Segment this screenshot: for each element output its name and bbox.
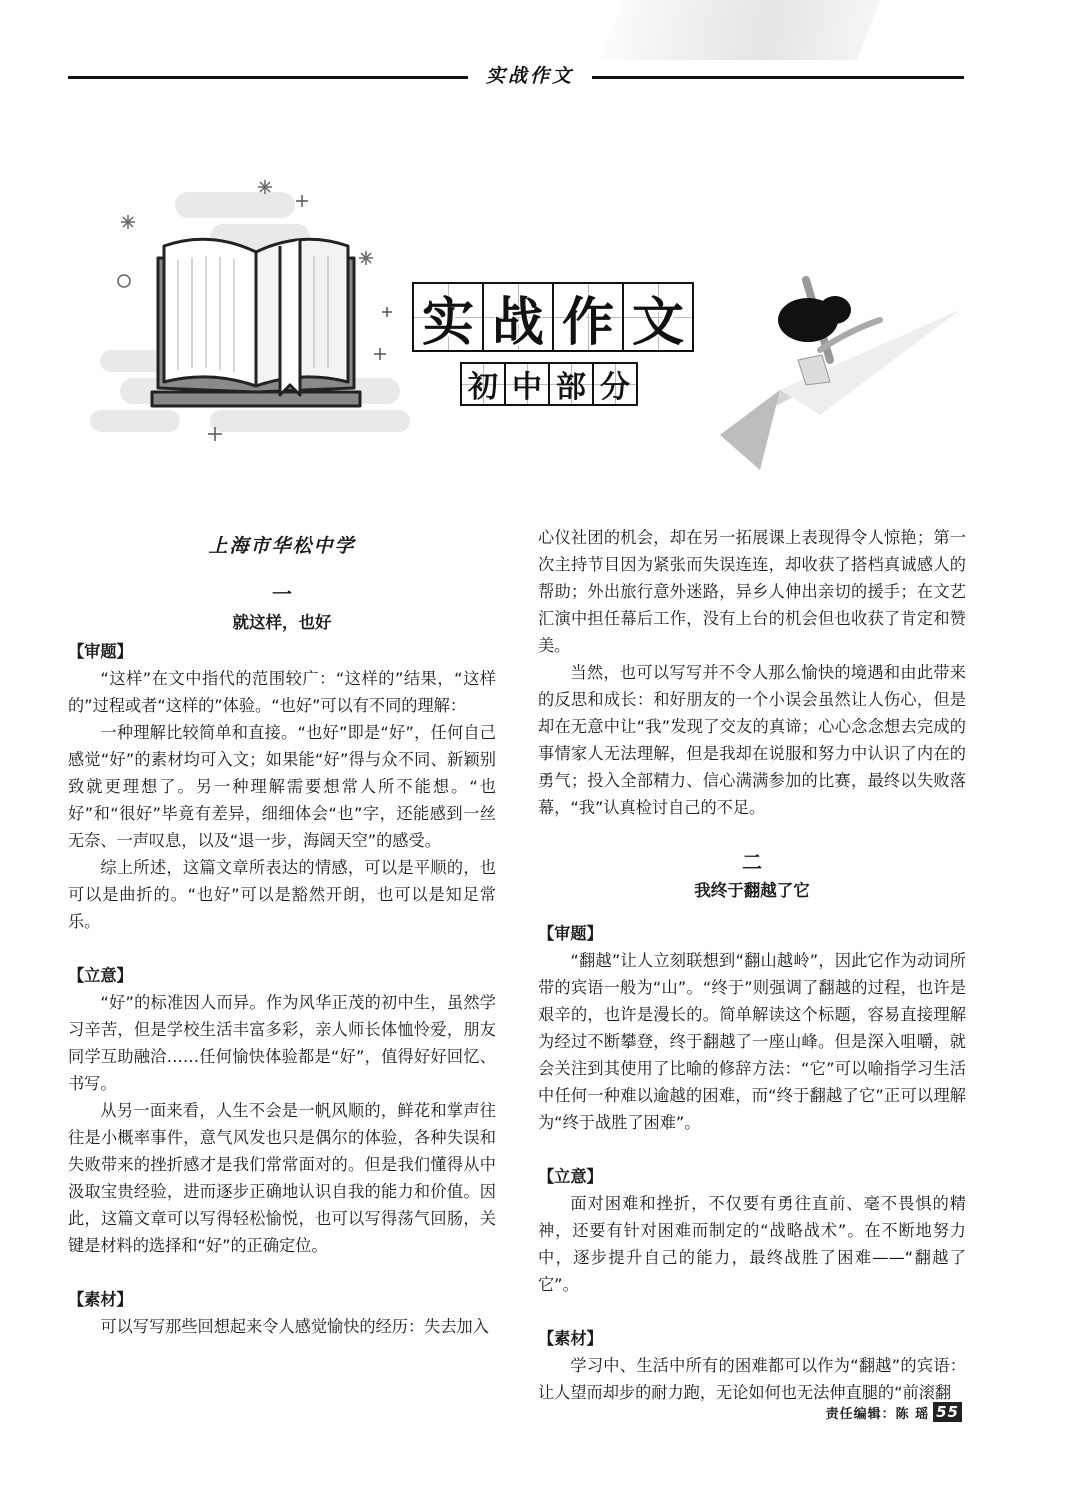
essay1-title: 就这样，也好 [232,613,332,632]
paragraph: 学习中、生活中所有的困难都可以作为“翻越”的宾语：让人望而却步的耐力跑，无论如何也无法伸直腿的“前滚翻 [538,1356,966,1402]
school-name: 上海市华松中学 [208,535,356,557]
open-book-icon [152,239,360,406]
banner-subtitle [460,362,636,406]
footer [826,1402,962,1422]
paragraph: 当然，也可以写写并不令人那么愉快的境遇和由此带来的反思和成长：和好朋友的一个小误会虽然让人伤心，但是却在无意中让“我”发现了交友的真谛；心心念念想去完成的事情家人无法理解，但是我却在说服和努力中认识了内在的勇气；投入全部精力、信心满满参加的比赛，最终以失败落幕，“我”认真检讨自己的不足。 [538,663,966,817]
section-label-sucai: 【素材】 [538,1329,603,1348]
section-label-liyi: 【立意】 [68,966,133,985]
essay2-title: 我终于翻越了它 [694,881,810,900]
banner-title-char: 作 [552,282,624,352]
section-label-shenti: 【审题】 [538,924,603,943]
paragraph: 综上所述，这篇文章所表达的情感，可以是平顺的，也可以是曲折的。“也好”可以是豁然开朗，也可以是知足常乐。 [68,858,496,931]
section-label-liyi: 【立意】 [538,1167,603,1186]
left-column [68,526,496,1340]
paragraph: 可以写写那些回想起来令人感觉愉快的经历：失去加入 [100,1317,489,1336]
paper-plane-figure-icon [720,280,960,470]
banner-title-char: 实 [412,282,484,352]
section-label-sucai: 【素材】 [68,1290,133,1309]
paragraph: 心仪社团的机会，却在另一拓展课上表现得令人惊艳；第一次主持节目因为紧张而失误连连，却收获了搭档真诚感人的帮助；外出旅行意外迷路，异乡人伸出亲切的援手；在文艺汇演中担任幕后工作，没有上台的机会但也收获了肯定和赞美。 [538,528,966,655]
banner-subtitle-char: 部 [548,362,594,406]
essay2-number: 二 [742,850,762,874]
paragraph: “这样”在文中指代的范围较广：“这样的”结果，“这样的”过程或者“这样的”体验。“也好”可以有不同的理解： [68,669,496,715]
page-number: 55 [933,1402,962,1422]
header-rule-right [592,76,964,79]
paragraph: 一种理解比较简单和直接。“也好”即是“好”，任何自己感觉“好”的素材均可入文；如果能“好”得与众不同、新颖别致就更理想了。另一种理解需要想常人所不能想。“也好”和“很好”毕竟有差异，细细体会“也”字，还能感到一丝无奈、一声叹息，以及“退一步，海阔天空”的感受。 [68,723,496,850]
banner-subtitle-char: 分 [592,362,638,406]
paragraph: “好”的标准因人而异。作为风华正茂的初中生，虽然学习辛苦，但是学校生活丰富多彩，亲人师长体恤怜爱，朋友同学互助融洽……任何愉快体验都是“好”，值得好好回忆、书写。 [68,993,496,1093]
header-rule-left [68,76,468,79]
section-label-shenti: 【审题】 [68,642,133,661]
paragraph: 从另一面来看，人生不会是一帆风顺的，鲜花和掌声往往是小概率事件，意气风发也只是偶尔的体验，各种失误和失败带来的挫折感才是我们常常面对的。但是我们懂得从中汲取宝贵经验，进而逐步正确地认识自我的能力和价值。因此，这篇文章可以写得轻松愉悦，也可以写得荡气回肠，关键是材料的选择和“好”的正确定位。 [68,1101,496,1255]
editor-credit: 责任编辑：陈 瑶 [825,1406,930,1422]
banner-title [412,282,692,352]
banner-title-char: 文 [622,282,694,352]
header-section-title: 实战作文 [485,65,574,87]
banner-subtitle-char: 中 [504,362,550,406]
banner [60,160,1020,500]
banner-subtitle-char: 初 [460,362,506,406]
right-column [538,524,966,1406]
header-shade [600,0,880,60]
banner-title-char: 战 [482,282,554,352]
paragraph: 面对困难和挫折，不仅要有勇往直前、毫不畏惧的精神，还要有针对困难而制定的“战略战术”。在不断地努力中，逐步提升自己的能力，最终战胜了困难——“翻越了它”。 [538,1194,966,1294]
paragraph: “翻越”让人立刻联想到“翻山越岭”，因此它作为动词所带的宾语一般为“山”。“终于”则强调了翻越的过程，也许是艰辛的，也许是漫长的。简单解读这个标题，容易直接理解为经过不断攀登，终于翻越了一座山峰。但是深入咀嚼，就会关注到其使用了比喻的修辞方法：“它”可以喻指学习生活中任何一种难以逾越的困难，而“终于翻越了它”正可以理解为“终于战胜了困难”。 [538,951,966,1132]
essay1-number: 一 [272,582,292,606]
